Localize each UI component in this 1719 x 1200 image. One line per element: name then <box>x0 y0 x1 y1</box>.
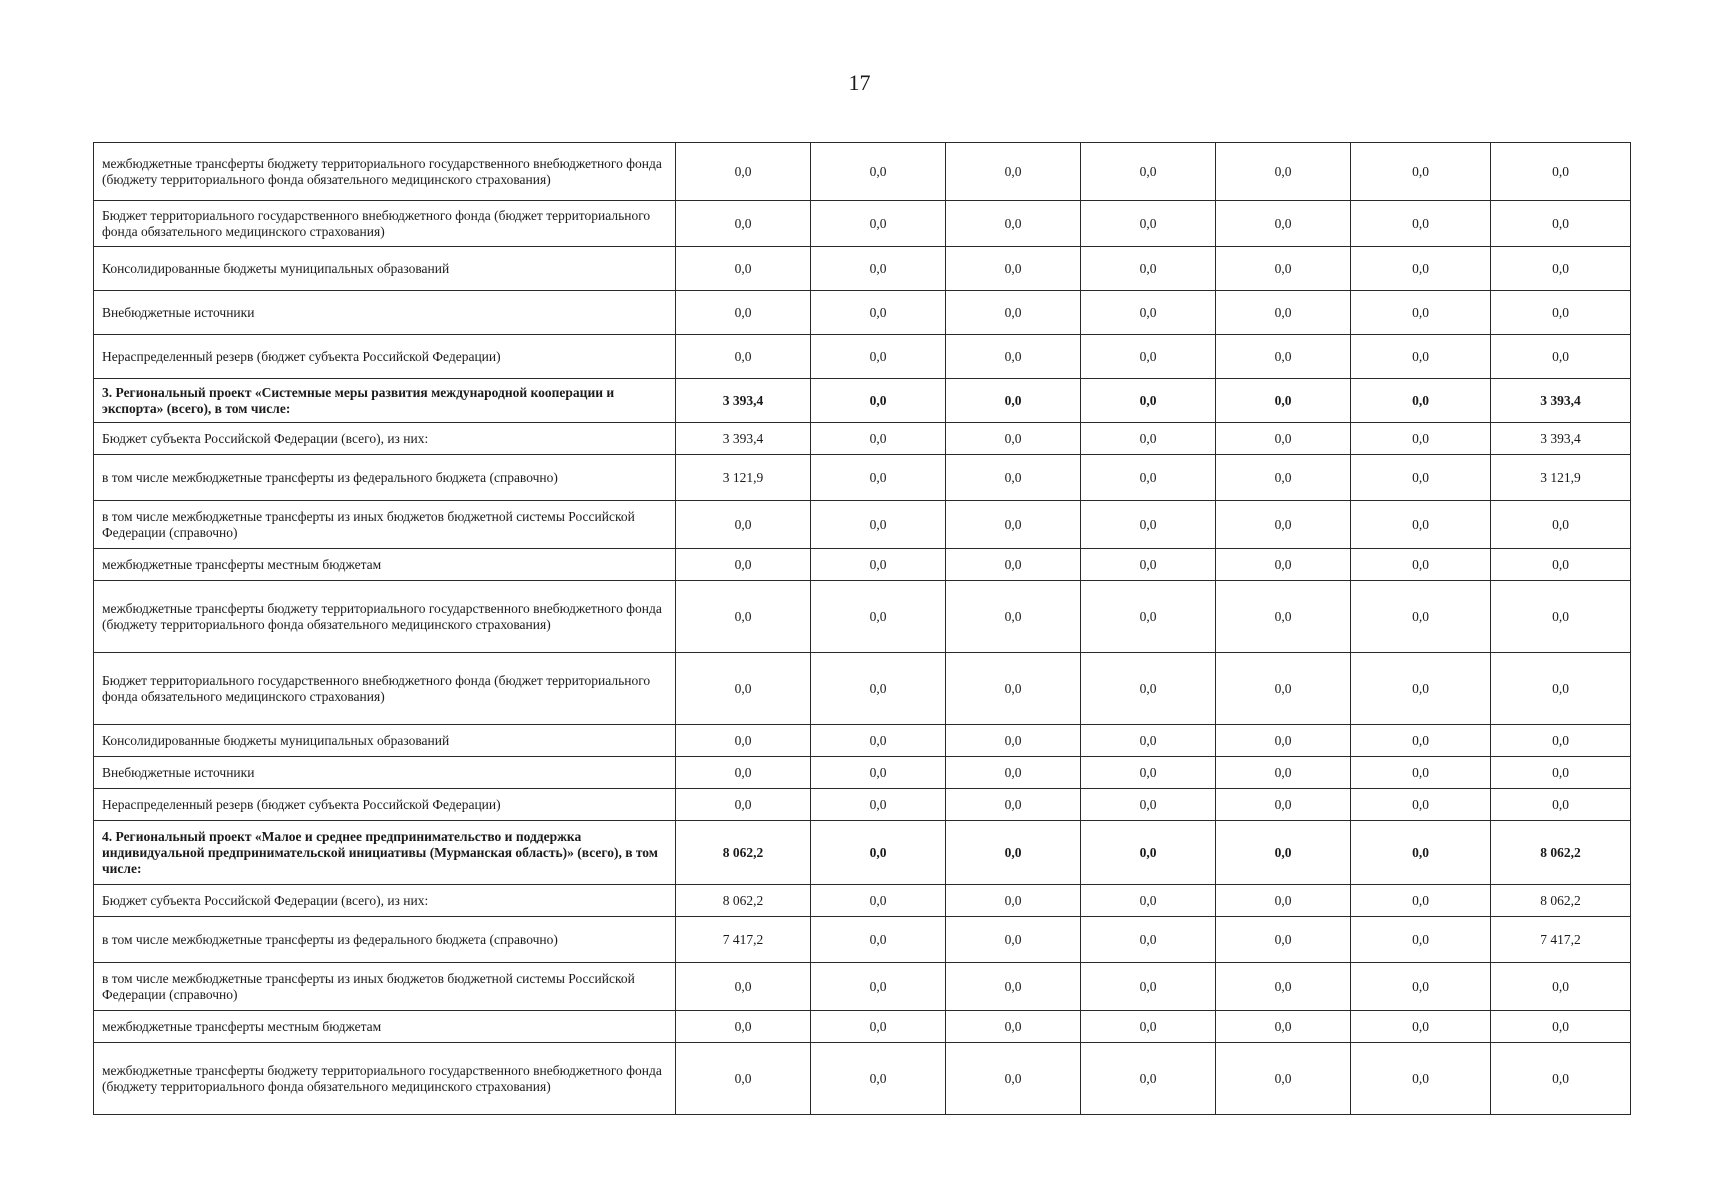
table-row <box>94 549 1631 581</box>
value-cell: 0,0 <box>946 501 1081 549</box>
value-cell: 0,0 <box>1491 1043 1631 1115</box>
value-cell: 0,0 <box>811 423 946 455</box>
row-label: в том числе межбюджетные трансферты из федерального бюджета (справочно) <box>94 917 676 963</box>
table-row <box>94 335 1631 379</box>
row-label: Внебюджетные источники <box>94 291 676 335</box>
value-cell: 0,0 <box>946 335 1081 379</box>
row-label: Бюджет субъекта Российской Федерации (всего), из них: <box>94 423 676 455</box>
value-cell: 0,0 <box>1081 247 1216 291</box>
value-cell: 0,0 <box>1491 291 1631 335</box>
table-row <box>94 653 1631 725</box>
value-cell: 0,0 <box>811 653 946 725</box>
value-cell: 3 393,4 <box>1491 423 1631 455</box>
value-cell: 0,0 <box>1351 917 1491 963</box>
value-cell: 0,0 <box>676 549 811 581</box>
row-label: межбюджетные трансферты бюджету территориального государственного внебюджетного фонда (бюджету территориального фонда обязательного медицинского страхования) <box>94 581 676 653</box>
value-cell: 0,0 <box>946 549 1081 581</box>
value-cell: 0,0 <box>1351 581 1491 653</box>
value-cell: 0,0 <box>1491 201 1631 247</box>
value-cell: 0,0 <box>1081 757 1216 789</box>
table-row <box>94 1011 1631 1043</box>
value-cell: 0,0 <box>811 821 946 885</box>
row-label: 4. Региональный проект «Малое и среднее предпринимательство и поддержка индивидуальной предпринимательской инициативы (Мурманская область)» (всего), в том числе: <box>94 821 676 885</box>
value-cell: 0,0 <box>946 963 1081 1011</box>
value-cell: 0,0 <box>1351 885 1491 917</box>
value-cell: 3 121,9 <box>1491 455 1631 501</box>
value-cell: 0,0 <box>811 1011 946 1043</box>
value-cell: 0,0 <box>1081 455 1216 501</box>
value-cell: 0,0 <box>1351 1011 1491 1043</box>
value-cell: 0,0 <box>1351 423 1491 455</box>
value-cell: 0,0 <box>1216 143 1351 201</box>
value-cell: 0,0 <box>811 725 946 757</box>
value-cell: 0,0 <box>811 789 946 821</box>
value-cell: 0,0 <box>946 379 1081 423</box>
value-cell: 0,0 <box>1351 501 1491 549</box>
row-label: Консолидированные бюджеты муниципальных образований <box>94 725 676 757</box>
value-cell: 0,0 <box>811 201 946 247</box>
value-cell: 0,0 <box>946 1043 1081 1115</box>
value-cell: 0,0 <box>1351 821 1491 885</box>
value-cell: 0,0 <box>1081 201 1216 247</box>
value-cell: 0,0 <box>1216 455 1351 501</box>
value-cell: 8 062,2 <box>1491 885 1631 917</box>
value-cell: 0,0 <box>1216 963 1351 1011</box>
value-cell: 0,0 <box>1081 821 1216 885</box>
value-cell: 0,0 <box>1216 335 1351 379</box>
value-cell: 0,0 <box>946 1011 1081 1043</box>
table-row <box>94 789 1631 821</box>
value-cell: 0,0 <box>1351 757 1491 789</box>
table-row <box>94 143 1631 201</box>
value-cell: 0,0 <box>946 725 1081 757</box>
value-cell: 0,0 <box>1216 423 1351 455</box>
value-cell: 7 417,2 <box>676 917 811 963</box>
value-cell: 0,0 <box>1351 789 1491 821</box>
value-cell: 0,0 <box>946 291 1081 335</box>
value-cell: 0,0 <box>946 885 1081 917</box>
table-body <box>94 143 1631 1115</box>
value-cell: 0,0 <box>946 581 1081 653</box>
row-label: Бюджет субъекта Российской Федерации (всего), из них: <box>94 885 676 917</box>
row-label: Бюджет территориального государственного внебюджетного фонда (бюджет территориального фонда обязательного медицинского страхования) <box>94 653 676 725</box>
value-cell: 0,0 <box>1351 247 1491 291</box>
value-cell: 0,0 <box>1491 1011 1631 1043</box>
value-cell: 0,0 <box>946 653 1081 725</box>
value-cell: 3 393,4 <box>676 423 811 455</box>
value-cell: 8 062,2 <box>1491 821 1631 885</box>
value-cell: 0,0 <box>1491 143 1631 201</box>
value-cell: 0,0 <box>1216 1043 1351 1115</box>
value-cell: 8 062,2 <box>676 885 811 917</box>
value-cell: 0,0 <box>1491 757 1631 789</box>
value-cell: 0,0 <box>1081 963 1216 1011</box>
value-cell: 0,0 <box>1491 963 1631 1011</box>
value-cell: 0,0 <box>1351 143 1491 201</box>
table-row <box>94 1043 1631 1115</box>
table-row <box>94 917 1631 963</box>
value-cell: 0,0 <box>1216 789 1351 821</box>
row-label: Нераспределенный резерв (бюджет субъекта Российской Федерации) <box>94 335 676 379</box>
value-cell: 0,0 <box>1081 917 1216 963</box>
value-cell: 0,0 <box>811 143 946 201</box>
row-label: межбюджетные трансферты бюджету территориального государственного внебюджетного фонда (бюджету территориального фонда обязательного медицинского страхования) <box>94 1043 676 1115</box>
budget-table <box>93 142 1631 1115</box>
value-cell: 0,0 <box>946 143 1081 201</box>
table-row <box>94 581 1631 653</box>
row-label: в том числе межбюджетные трансферты из иных бюджетов бюджетной системы Российской Федерации (справочно) <box>94 501 676 549</box>
value-cell: 0,0 <box>1081 725 1216 757</box>
value-cell: 0,0 <box>811 291 946 335</box>
value-cell: 0,0 <box>676 291 811 335</box>
value-cell: 0,0 <box>1491 247 1631 291</box>
value-cell: 0,0 <box>1081 653 1216 725</box>
value-cell: 0,0 <box>676 963 811 1011</box>
value-cell: 0,0 <box>1081 423 1216 455</box>
value-cell: 0,0 <box>1491 653 1631 725</box>
value-cell: 0,0 <box>1216 821 1351 885</box>
value-cell: 0,0 <box>1491 581 1631 653</box>
value-cell: 0,0 <box>1351 1043 1491 1115</box>
table-row <box>94 757 1631 789</box>
table-row <box>94 725 1631 757</box>
value-cell: 0,0 <box>1081 1043 1216 1115</box>
value-cell: 0,0 <box>1081 885 1216 917</box>
value-cell: 0,0 <box>1081 335 1216 379</box>
value-cell: 0,0 <box>1216 201 1351 247</box>
table-row <box>94 291 1631 335</box>
value-cell: 0,0 <box>811 379 946 423</box>
value-cell: 0,0 <box>1351 379 1491 423</box>
value-cell: 0,0 <box>676 143 811 201</box>
value-cell: 0,0 <box>1081 501 1216 549</box>
value-cell: 0,0 <box>1216 549 1351 581</box>
value-cell: 0,0 <box>1351 201 1491 247</box>
table-row <box>94 501 1631 549</box>
value-cell: 0,0 <box>1351 653 1491 725</box>
row-label: в том числе межбюджетные трансферты из федерального бюджета (справочно) <box>94 455 676 501</box>
row-label: в том числе межбюджетные трансферты из иных бюджетов бюджетной системы Российской Федерации (справочно) <box>94 963 676 1011</box>
value-cell: 0,0 <box>1491 549 1631 581</box>
table-row <box>94 423 1631 455</box>
value-cell: 0,0 <box>676 1011 811 1043</box>
row-label: Бюджет территориального государственного внебюджетного фонда (бюджет территориального фонда обязательного медицинского страхования) <box>94 201 676 247</box>
value-cell: 0,0 <box>1216 581 1351 653</box>
row-label: 3. Региональный проект «Системные меры развития международной кооперации и экспорта» (всего), в том числе: <box>94 379 676 423</box>
table-row <box>94 379 1631 423</box>
value-cell: 0,0 <box>1081 143 1216 201</box>
value-cell: 0,0 <box>1351 963 1491 1011</box>
value-cell: 0,0 <box>811 885 946 917</box>
value-cell: 0,0 <box>1081 789 1216 821</box>
value-cell: 0,0 <box>1351 549 1491 581</box>
value-cell: 0,0 <box>1081 1011 1216 1043</box>
value-cell: 0,0 <box>1491 335 1631 379</box>
value-cell: 0,0 <box>1216 917 1351 963</box>
value-cell: 0,0 <box>1216 247 1351 291</box>
row-label: межбюджетные трансферты местным бюджетам <box>94 1011 676 1043</box>
value-cell: 0,0 <box>676 789 811 821</box>
value-cell: 0,0 <box>676 581 811 653</box>
value-cell: 0,0 <box>811 917 946 963</box>
table-row <box>94 821 1631 885</box>
value-cell: 3 121,9 <box>676 455 811 501</box>
value-cell: 0,0 <box>946 757 1081 789</box>
value-cell: 0,0 <box>676 501 811 549</box>
table-row <box>94 885 1631 917</box>
value-cell: 0,0 <box>1491 501 1631 549</box>
row-label: Внебюджетные источники <box>94 757 676 789</box>
value-cell: 0,0 <box>676 653 811 725</box>
value-cell: 0,0 <box>946 247 1081 291</box>
value-cell: 0,0 <box>1081 379 1216 423</box>
value-cell: 0,0 <box>1081 581 1216 653</box>
value-cell: 0,0 <box>811 335 946 379</box>
value-cell: 3 393,4 <box>1491 379 1631 423</box>
value-cell: 0,0 <box>676 335 811 379</box>
value-cell: 0,0 <box>811 757 946 789</box>
row-label: Консолидированные бюджеты муниципальных образований <box>94 247 676 291</box>
table-row <box>94 963 1631 1011</box>
value-cell: 0,0 <box>1216 653 1351 725</box>
value-cell: 0,0 <box>1216 757 1351 789</box>
value-cell: 3 393,4 <box>676 379 811 423</box>
value-cell: 0,0 <box>1491 725 1631 757</box>
value-cell: 8 062,2 <box>676 821 811 885</box>
table-row <box>94 247 1631 291</box>
page-number: 17 <box>848 70 871 95</box>
value-cell: 0,0 <box>1216 725 1351 757</box>
value-cell: 0,0 <box>946 917 1081 963</box>
value-cell: 0,0 <box>946 423 1081 455</box>
value-cell: 0,0 <box>1081 549 1216 581</box>
value-cell: 0,0 <box>1491 789 1631 821</box>
value-cell: 0,0 <box>811 1043 946 1115</box>
value-cell: 0,0 <box>811 581 946 653</box>
value-cell: 0,0 <box>676 247 811 291</box>
value-cell: 0,0 <box>1351 335 1491 379</box>
value-cell: 0,0 <box>676 757 811 789</box>
value-cell: 0,0 <box>1216 379 1351 423</box>
value-cell: 0,0 <box>946 201 1081 247</box>
value-cell: 0,0 <box>1216 291 1351 335</box>
value-cell: 0,0 <box>946 821 1081 885</box>
row-label: Нераспределенный резерв (бюджет субъекта Российской Федерации) <box>94 789 676 821</box>
value-cell: 0,0 <box>676 725 811 757</box>
value-cell: 0,0 <box>946 789 1081 821</box>
table-row <box>94 201 1631 247</box>
value-cell: 0,0 <box>1216 1011 1351 1043</box>
value-cell: 0,0 <box>811 549 946 581</box>
value-cell: 7 417,2 <box>1491 917 1631 963</box>
value-cell: 0,0 <box>811 501 946 549</box>
table-row <box>94 455 1631 501</box>
row-label: межбюджетные трансферты местным бюджетам <box>94 549 676 581</box>
value-cell: 0,0 <box>811 963 946 1011</box>
value-cell: 0,0 <box>1081 291 1216 335</box>
value-cell: 0,0 <box>946 455 1081 501</box>
value-cell: 0,0 <box>676 1043 811 1115</box>
value-cell: 0,0 <box>1351 455 1491 501</box>
value-cell: 0,0 <box>811 247 946 291</box>
row-label: межбюджетные трансферты бюджету территориального государственного внебюджетного фонда (бюджету территориального фонда обязательного медицинского страхования) <box>94 143 676 201</box>
value-cell: 0,0 <box>676 201 811 247</box>
value-cell: 0,0 <box>1216 885 1351 917</box>
value-cell: 0,0 <box>1351 291 1491 335</box>
value-cell: 0,0 <box>1351 725 1491 757</box>
value-cell: 0,0 <box>1216 501 1351 549</box>
value-cell: 0,0 <box>811 455 946 501</box>
